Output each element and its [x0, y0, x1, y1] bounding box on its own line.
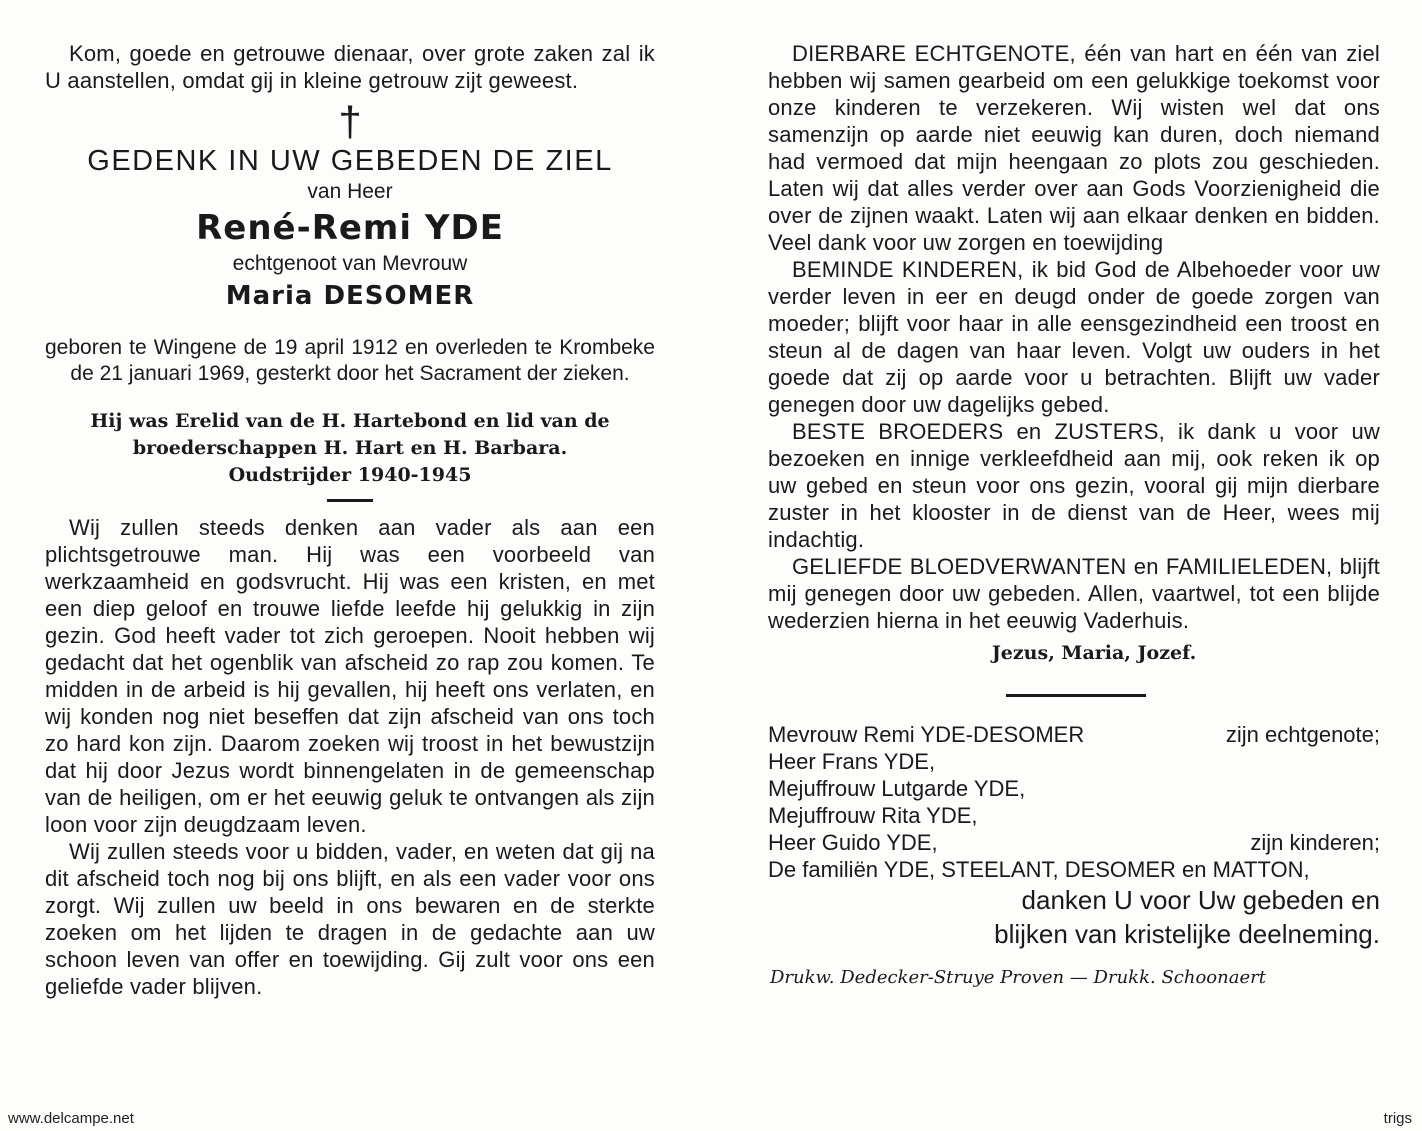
- remembrance-heading: GEDENK IN UW GEBEDEN DE ZIEL: [87, 145, 613, 177]
- farewell-children: BEMINDE KINDEREN, ik bid God de Albehoeder voor uw verder leven in eer en deugd onder de goede zorgen van moeder; blijft voor haar in alle eensgezindheid een troost en steun al de dagen van haar leven. Volgt uw ouders in het goede dat zij op aarde voor u betrachten. Blijft uw vader genegen door uw dagelijks gebed.: [768, 257, 1380, 417]
- family-name: Heer Guido YDE,: [768, 830, 938, 855]
- divider: [327, 499, 373, 502]
- spouse-name: Maria DESOMER: [225, 281, 475, 311]
- birth-death-details: geboren te Wingene de 19 april 1912 en overleden te Krombeke de 21 januari 1969, gesterkt door het Sacrament der zieken.: [45, 336, 655, 385]
- thanks-line-1: danken U voor Uw gebeden en: [1021, 885, 1380, 915]
- cross-icon: †: [338, 98, 362, 145]
- family-name: Mejuffrouw Lutgarde YDE,: [768, 776, 1026, 801]
- family-name: De familiën YDE, STEELANT, DESOMER en MATTON,: [768, 857, 1310, 882]
- family-row: [768, 721, 1380, 748]
- watermark-seller: trigs: [1383, 1110, 1412, 1127]
- family-row: [768, 856, 1380, 883]
- family-role: zijn echtgenote;: [1225, 722, 1380, 747]
- divider: [1006, 694, 1146, 697]
- thanks-line-2: blijken van kristelijke deelneming.: [994, 919, 1380, 949]
- intro-verse: Kom, goede en getrouwe dienaar, over grote zaken zal ik U aanstellen, omdat gij in kleine getrouw zijt geweest.: [45, 41, 655, 93]
- family-name: Mevrouw Remi YDE-DESOMER: [768, 722, 1085, 747]
- farewell-relatives: GELIEFDE BLOEDVERWANTEN en FAMILIELEDEN, blijft mij genegen door uw gebeden. Allen, vaartwel, tot een blijde wederzien hierna in het eeuwig Vaderhuis.: [768, 554, 1380, 633]
- family-row: [768, 829, 1380, 856]
- motto: Jezus, Maria, Jozef.: [991, 642, 1197, 664]
- family-list: [768, 721, 1380, 883]
- van-heer-label: van Heer: [307, 180, 393, 203]
- tribute-paragraph-2: Wij zullen steeds voor u bidden, vader, en weten dat gij na dit afscheid toch nog bij ons blijft, en als een vader voor ons zorgt. Wij zullen uw beeld in ons bewaren en de sterkte zoeken om het lijden te dragen in de gedachte aan uw schoon leven van offer en toewijding. Gij zult voor ons een geliefde vader blijven.: [45, 839, 655, 999]
- family-row: [768, 775, 1380, 802]
- spouse-label: echtgenoot van Mevrouw: [232, 252, 468, 275]
- family-row: [768, 802, 1380, 829]
- veteran-text: Oudstrijder 1940-1945: [228, 464, 472, 486]
- family-row: [768, 748, 1380, 775]
- farewell-spouse: DIERBARE ECHTGENOTE, één van hart en één van ziel hebben wij samen gearbeid om een gelukkige toekomst voor onze kinderen te verzekeren. Wij wisten wel dat ons samenzijn op aarde niet eeuwig kan duren, doch niemand had vermoed dat mijn heengaan zo plots zou geschieden. Laten wij dat alles verder over aan Gods Voorzienigheid die over de zijnen waakt. Laten wij aan elkaar denken en bidden. Veel dank voor uw zorgen en toewijding: [768, 41, 1380, 255]
- right-column: [768, 40, 1380, 993]
- family-name: Heer Frans YDE,: [768, 749, 936, 774]
- family-name: Mejuffrouw Rita YDE,: [768, 803, 978, 828]
- tribute-paragraph-1: Wij zullen steeds denken aan vader als aan een plichtsgetrouwe man. Hij was een voorbeeld van werkzaamheid en godsvrucht. Hij was een kristen, en met een diep geloof en trouwe liefde leefde hij gelukkig in zijn gezin. God heeft vader tot zich geroepen. Nooit hebben wij gedacht dat het ogenblik van afscheid zo rap zou komen. Te midden in de arbeid is hij gevallen, hij heeft ons verlaten, en wij konden nog niet beseffen dat zijn afscheid van ons toch zo hard kon zijn. Daarom zoeken wij troost in het bewustzijn dat hij door Jezus wordt binnengelaten in de gemeenschap van de heiligen, om er het eeuwig geluk te ontvangen als zijn loon voor zijn deugdzaam leven.: [45, 515, 655, 837]
- farewell-siblings: BESTE BROEDERS en ZUSTERS, ik dank u voor uw bezoeken en innige verkleefdheid aan mij, ook reken ik op uw gebed en steun voor ons gezin, vooral gij mijn dierbare zuster in het klooster in de dienst van de Heer, wees mij indachtig.: [768, 419, 1380, 552]
- deceased-name: René-Remi YDE: [196, 208, 504, 248]
- printer-credit: Drukw. Dedecker-Struye Proven — Drukk. Schoonaert: [770, 967, 1266, 988]
- membership-text: Hij was Erelid van de H. Hartebond en lid van de broederschappen H. Hart en H. Barbara.: [90, 410, 610, 459]
- left-column: [45, 40, 655, 1000]
- family-role: zijn kinderen;: [1250, 830, 1380, 855]
- watermark-site: www.delcampe.net: [8, 1110, 134, 1127]
